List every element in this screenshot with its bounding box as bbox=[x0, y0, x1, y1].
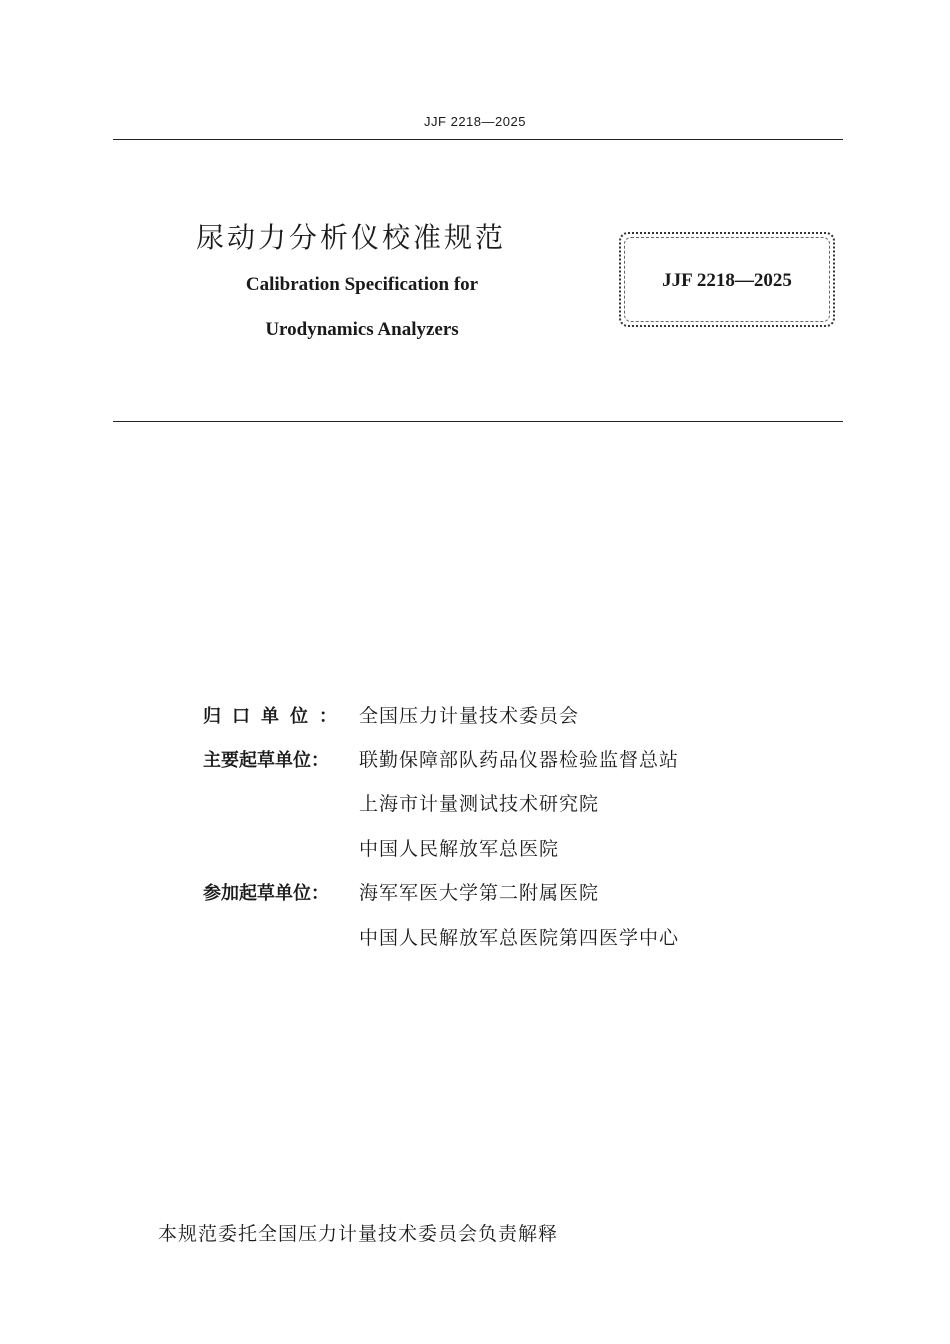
main-drafter-row bbox=[203, 748, 679, 773]
page-header-code: JJF 2218—2025 bbox=[424, 114, 526, 129]
main-drafter-row bbox=[203, 837, 559, 861]
main-drafter-label: 主要起草单位： bbox=[203, 750, 329, 771]
responsible-unit-row bbox=[203, 704, 579, 729]
participating-drafter-label: 参加起草单位： bbox=[203, 883, 329, 904]
main-drafter-value: 中国人民解放军总医院 bbox=[359, 838, 560, 860]
title-divider bbox=[113, 421, 843, 422]
main-drafter-row bbox=[203, 792, 599, 816]
standard-code: JJF 2218—2025 bbox=[662, 270, 792, 291]
responsible-unit-label: 归口单位： bbox=[203, 706, 348, 727]
participating-drafter-value: 海军军医大学第二附属医院 bbox=[359, 882, 600, 904]
participating-drafter-row bbox=[203, 926, 679, 950]
main-drafter-value: 上海市计量测试技术研究院 bbox=[359, 793, 600, 815]
standard-code-box bbox=[619, 232, 835, 327]
title-english-line2: Urodynamics Analyzers bbox=[265, 319, 459, 340]
title-chinese: 尿动力分析仪校准规范 bbox=[196, 221, 507, 254]
responsible-unit-value: 全国压力计量技术委员会 bbox=[359, 705, 580, 727]
title-english-line1: Calibration Specification for bbox=[245, 274, 479, 295]
participating-drafter-value: 中国人民解放军总医院第四医学中心 bbox=[359, 927, 680, 949]
header-divider bbox=[113, 139, 843, 140]
main-drafter-value: 联勤保障部队药品仪器检验监督总站 bbox=[359, 749, 680, 771]
interpretation-note: 本规范委托全国压力计量技术委员会负责解释 bbox=[158, 1223, 559, 1245]
participating-drafter-row bbox=[203, 881, 599, 906]
